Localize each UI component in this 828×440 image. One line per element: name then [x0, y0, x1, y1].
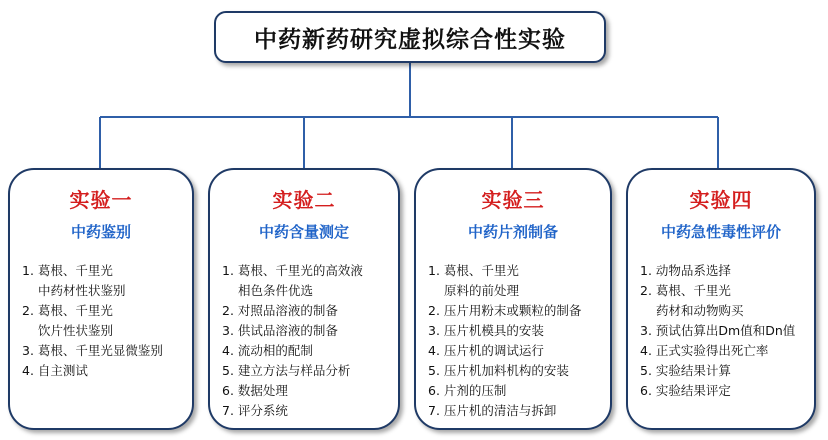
step-item [22, 261, 186, 301]
step-item [222, 381, 392, 401]
step-text: 7. 评分系统 [222, 403, 288, 418]
step-text-cont: 相色条件优选 [238, 283, 314, 298]
step-item [640, 381, 808, 401]
step-item [640, 361, 808, 381]
experiment-steps [428, 261, 604, 421]
step-text: 3. 预试估算出Dm值和Dn值 [640, 323, 796, 338]
step-text: 4. 自主测试 [22, 363, 88, 378]
step-text: 6. 数据处理 [222, 383, 288, 398]
experiment-card-4 [626, 168, 816, 430]
step-text-cont: 中药材性状鉴别 [38, 283, 126, 298]
experiment-subtitle: 中药含量测定 [258, 223, 349, 241]
step-item [222, 321, 392, 341]
step-item [428, 261, 604, 301]
step-text: 3. 葛根、千里光显微鉴别 [22, 343, 163, 358]
step-item [222, 301, 392, 321]
step-item [222, 261, 392, 301]
step-text: 2. 对照品溶液的制备 [222, 303, 338, 318]
step-text: 7. 压片机的清洁与拆卸 [428, 403, 557, 418]
experiment-title: 实验一 [69, 188, 133, 212]
experiment-card-1 [8, 168, 194, 430]
step-text-cont: 原料的前处理 [444, 283, 520, 298]
step-item [428, 301, 604, 321]
step-text: 2. 葛根、千里光 [22, 303, 113, 318]
experiment-subtitle: 中药鉴别 [70, 223, 131, 241]
step-text: 4. 正式实验得出死亡率 [640, 343, 769, 358]
step-text: 3. 压片机模具的安装 [428, 323, 544, 338]
experiment-title: 实验三 [481, 188, 545, 212]
experiment-card-2 [208, 168, 400, 430]
experiment-title: 实验二 [272, 188, 336, 212]
step-text: 6. 实验结果评定 [640, 383, 731, 398]
step-item [428, 321, 604, 341]
step-text: 2. 葛根、千里光 [640, 283, 731, 298]
step-item [640, 261, 808, 281]
step-text: 6. 片剂的压制 [428, 383, 507, 398]
step-item [22, 361, 186, 381]
step-item [22, 341, 186, 361]
step-text: 4. 流动相的配制 [222, 343, 313, 358]
experiment-title: 实验四 [689, 188, 753, 212]
experiment-subtitle: 中药片剂制备 [467, 223, 558, 241]
step-text: 1. 葛根、千里光的高效液 [222, 263, 363, 278]
step-text: 2. 压片用粉末或颗粒的制备 [428, 303, 582, 318]
experiment-steps [222, 261, 392, 421]
step-item [428, 361, 604, 381]
step-text: 5. 建立方法与样品分析 [222, 363, 351, 378]
step-text-cont: 饮片性状鉴别 [38, 323, 114, 338]
step-item [428, 401, 604, 421]
experiment-steps [640, 261, 808, 401]
step-item [222, 401, 392, 421]
step-item [222, 341, 392, 361]
step-text: 3. 供试品溶液的制备 [222, 323, 338, 338]
step-item [22, 301, 186, 341]
step-text: 4. 压片机的调试运行 [428, 343, 544, 358]
step-text-cont: 药材和动物购买 [656, 303, 744, 318]
step-text: 5. 实验结果计算 [640, 363, 731, 378]
diagram-title: 中药新药研究虚拟综合性实验 [214, 11, 606, 63]
step-item [222, 361, 392, 381]
experiment-steps [22, 261, 186, 381]
step-text: 1. 葛根、千里光 [22, 263, 113, 278]
step-text: 1. 葛根、千里光 [428, 263, 519, 278]
experiment-card-3 [414, 168, 612, 430]
step-item [428, 381, 604, 401]
step-text: 1. 动物品系选择 [640, 263, 731, 278]
step-item [640, 341, 808, 361]
step-item [640, 321, 808, 341]
experiment-subtitle: 中药急性毒性评价 [660, 223, 781, 241]
step-text: 5. 压片机加料机构的安装 [428, 363, 569, 378]
step-item [640, 281, 808, 321]
step-item [428, 341, 604, 361]
